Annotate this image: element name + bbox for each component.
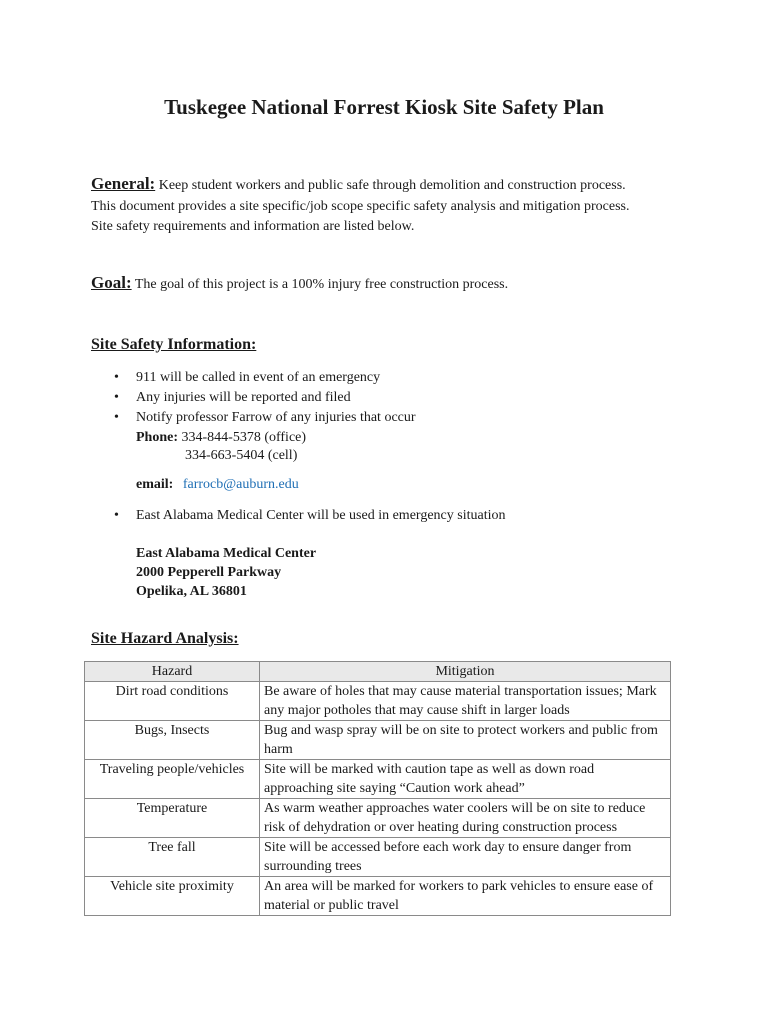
hazard-cell: Temperature bbox=[85, 799, 260, 838]
page-title: Tuskegee National Forrest Kiosk Site Safety Plan bbox=[164, 95, 604, 119]
hazard-cell: Traveling people/vehicles bbox=[85, 760, 260, 799]
goal-label: Goal: bbox=[91, 273, 132, 292]
table-row bbox=[85, 760, 671, 799]
hazard-cell: Vehicle site proximity bbox=[85, 877, 260, 916]
table-row bbox=[85, 682, 671, 721]
table-row bbox=[85, 838, 671, 877]
general-line-3: Site safety requirements and information are listed below. bbox=[91, 219, 415, 234]
table-row bbox=[85, 799, 671, 838]
email-label: email: bbox=[136, 477, 174, 492]
address-name: East Alabama Medical Center bbox=[136, 546, 317, 561]
table-row bbox=[85, 721, 671, 760]
general-section bbox=[91, 173, 691, 237]
general-label: General: bbox=[91, 174, 156, 193]
medical-address bbox=[136, 544, 316, 601]
mitigation-cell: Site will be accessed before each work day to ensure danger from surrounding trees bbox=[260, 838, 671, 877]
site-safety-heading: Site Safety Information: bbox=[91, 336, 257, 353]
phone-label: Phone: bbox=[136, 430, 178, 445]
address-street: 2000 Pepperell Parkway bbox=[136, 565, 282, 580]
phone-block bbox=[136, 429, 306, 447]
email-link[interactable]: farrocb@auburn.edu bbox=[182, 477, 299, 492]
column-header-mitigation: Mitigation bbox=[260, 662, 671, 682]
list-item: • Any injuries will be reported and filed bbox=[111, 388, 416, 408]
address-city: Opelika, AL 36801 bbox=[136, 584, 247, 599]
medical-list bbox=[111, 506, 505, 526]
hazard-table bbox=[84, 661, 671, 916]
table-header-row bbox=[85, 662, 671, 682]
email-block bbox=[136, 476, 299, 494]
mitigation-cell: An area will be marked for workers to park vehicles to ensure ease of material or public travel bbox=[260, 877, 671, 916]
hazard-cell: Bugs, Insects bbox=[85, 721, 260, 760]
mitigation-cell: Site will be marked with caution tape as well as down road approaching site saying “Caution work ahead” bbox=[260, 760, 671, 799]
hazard-cell: Tree fall bbox=[85, 838, 260, 877]
hazard-cell: Dirt road conditions bbox=[85, 682, 260, 721]
general-line-1: Keep student workers and public safe through demolition and construction process. bbox=[158, 178, 626, 193]
mitigation-cell: Be aware of holes that may cause material transportation issues; Mark any major potholes that may cause shift in larger loads bbox=[260, 682, 671, 721]
site-safety-list bbox=[111, 368, 416, 428]
list-item: • Notify professor Farrow of any injuries that occur bbox=[111, 408, 416, 428]
table-row bbox=[85, 877, 671, 916]
mitigation-cell: As warm weather approaches water coolers will be on site to reduce risk of dehydration or over heating during construction process bbox=[260, 799, 671, 838]
list-item: • East Alabama Medical Center will be used in emergency situation bbox=[111, 506, 505, 526]
hazard-analysis-heading: Site Hazard Analysis: bbox=[91, 630, 239, 647]
phone-cell: 334-663-5404 (cell) bbox=[185, 448, 298, 463]
column-header-hazard: Hazard bbox=[85, 662, 260, 682]
goal-section bbox=[91, 272, 691, 296]
list-item: • 911 will be called in event of an emergency bbox=[111, 368, 416, 388]
phone-office: 334-844-5378 (office) bbox=[181, 430, 307, 445]
mitigation-cell: Bug and wasp spray will be on site to protect workers and public from harm bbox=[260, 721, 671, 760]
general-line-2: This document provides a site specific/job scope specific safety analysis and mitigation process. bbox=[91, 199, 630, 214]
goal-text: The goal of this project is a 100% injury free construction process. bbox=[134, 277, 509, 292]
